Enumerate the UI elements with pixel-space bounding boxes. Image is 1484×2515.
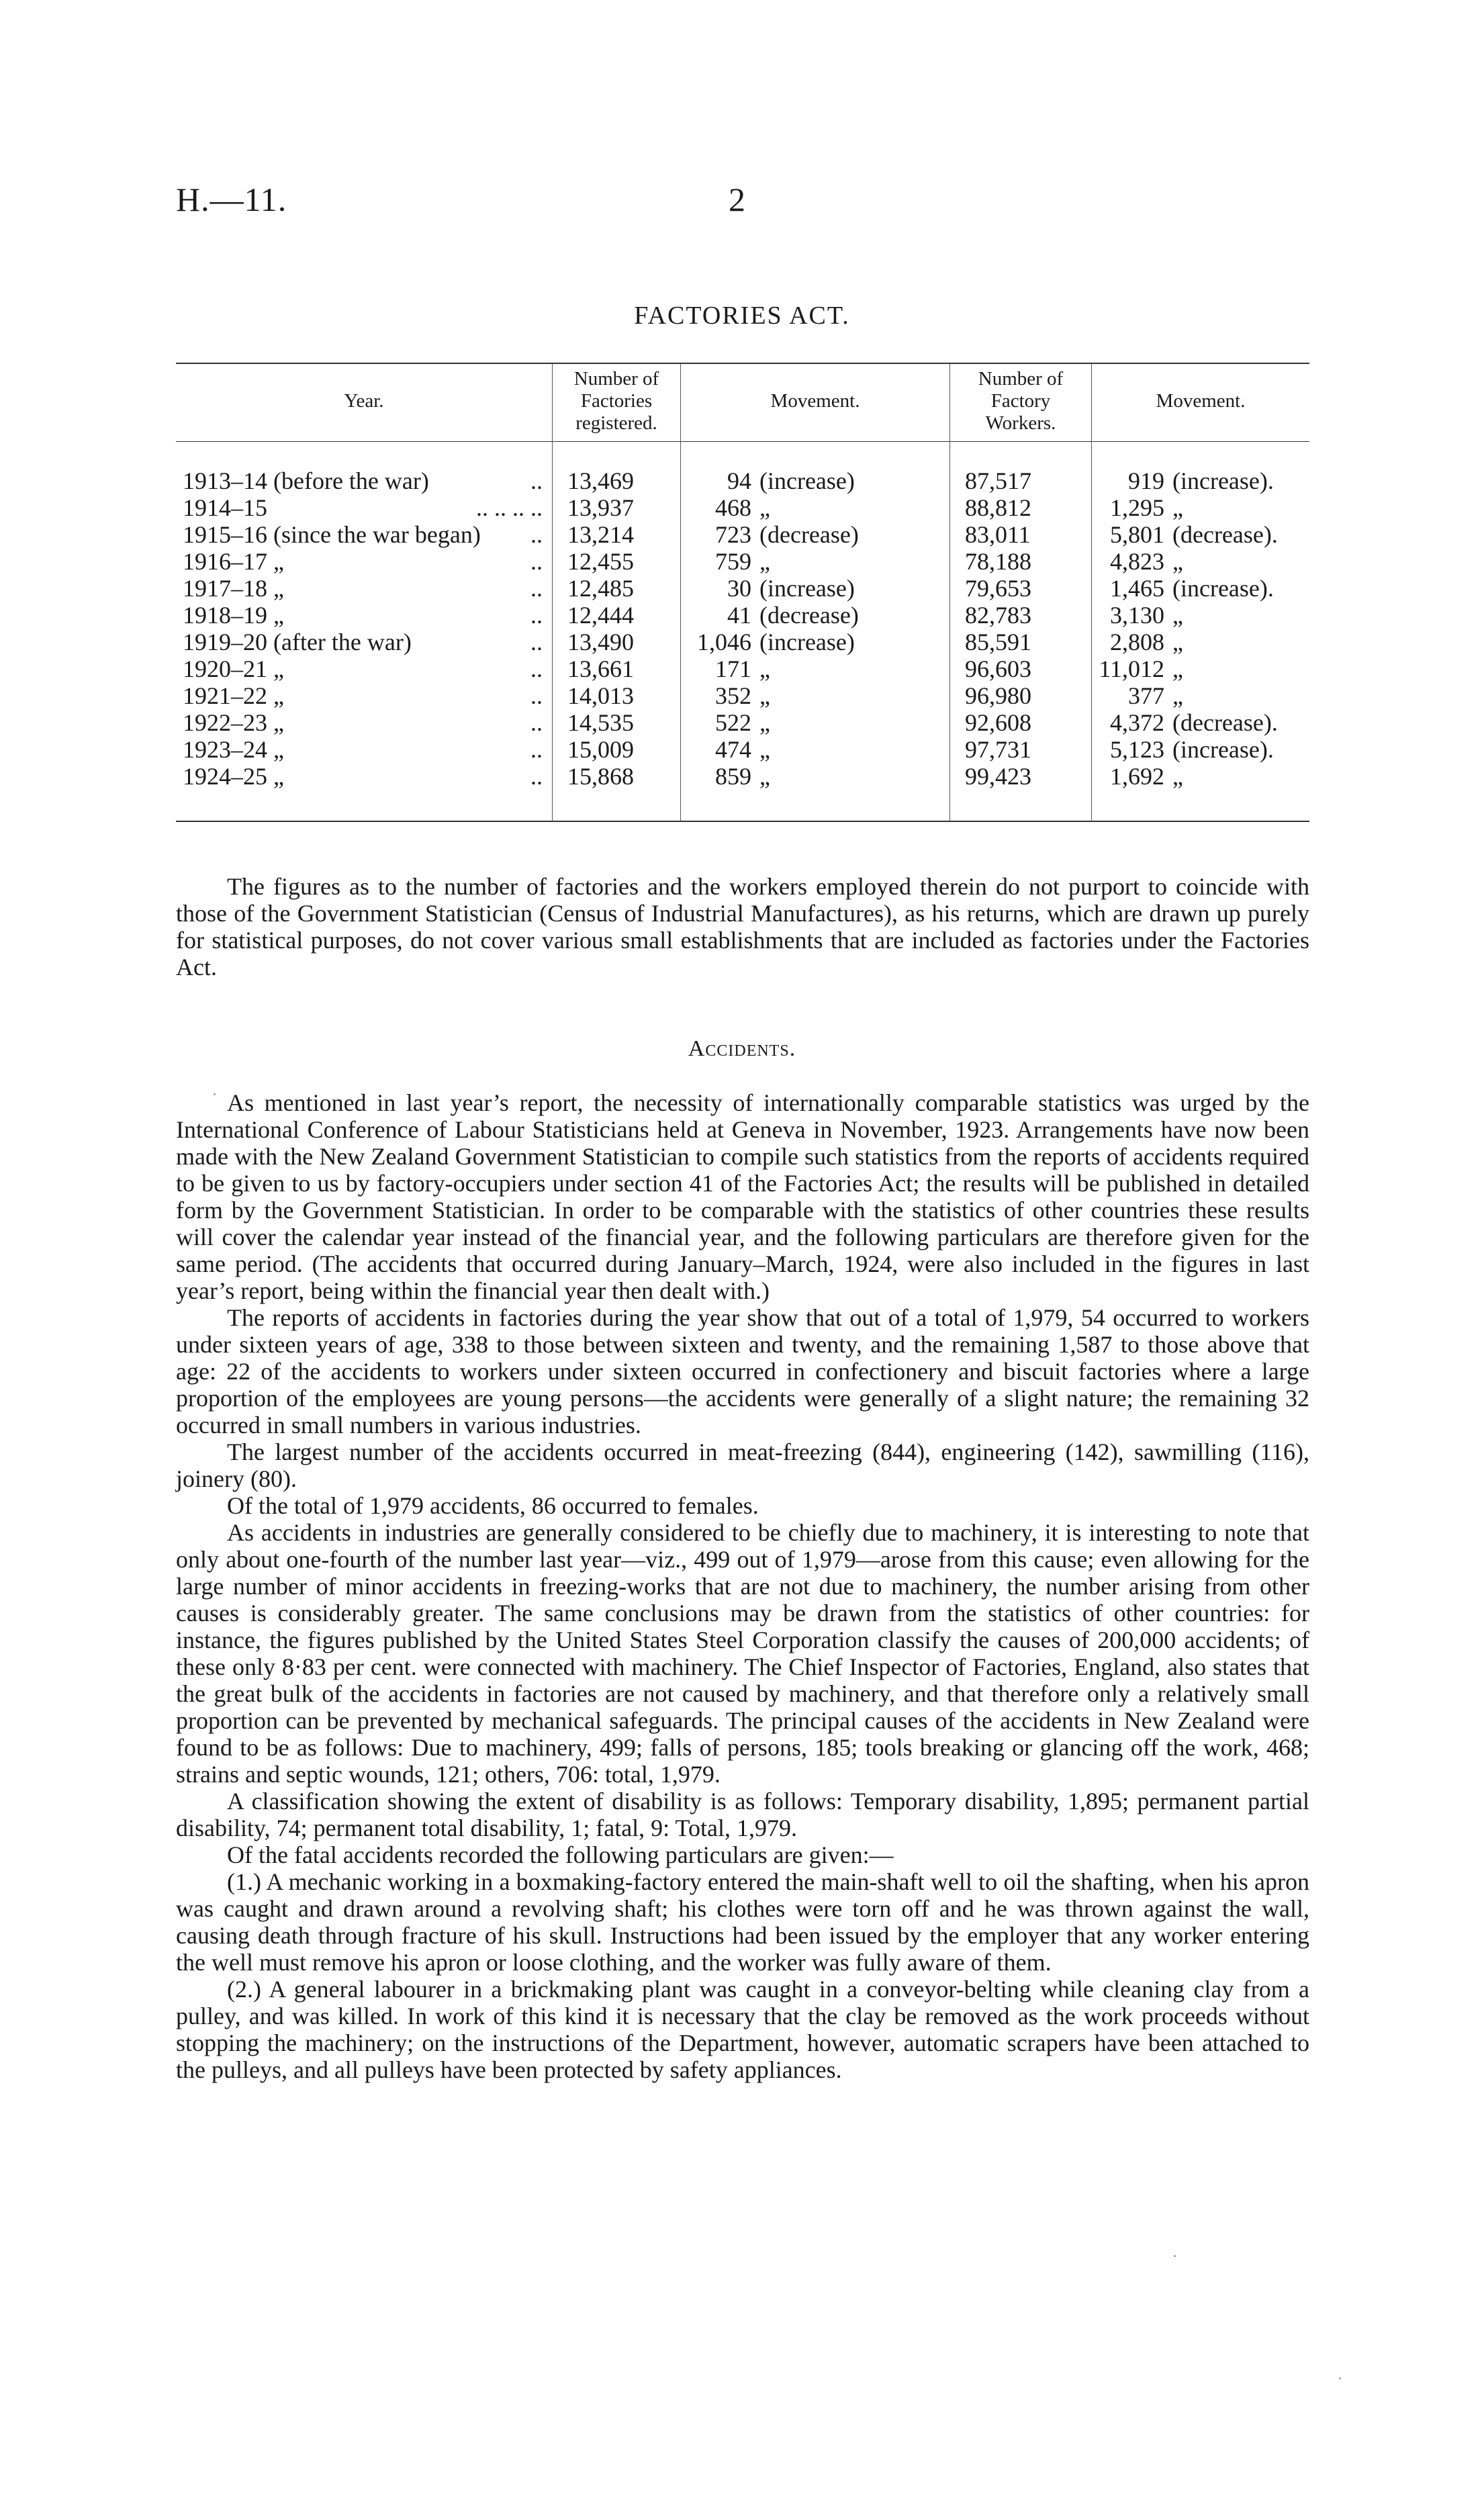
leader-dots: .. [530,682,543,709]
year-label: 1919–20 (after the war) [183,629,412,655]
movement-direction: „ [759,763,770,790]
cell-year [176,548,553,575]
leader-dots: .. [530,629,543,655]
movement-direction: „ [759,655,770,682]
intro-paragraph-block [176,873,1309,980]
movement-value: 5,123 [1110,736,1164,763]
movement-value: 5,801 [1110,521,1164,548]
cell-factories: 13,214 [553,521,681,548]
movement-direction: (increase) [759,575,855,602]
movement-direction: (increase). [1172,467,1274,494]
movement-value: 474 [715,736,751,763]
leader-dots: .. [530,602,543,629]
header-movement-factories: Movement. [681,363,950,442]
accidents-paragraph: The reports of accidents in factories during the year show that out of a total of 1,979, 54 occurred to workers under sixteen years of age, 338 to those between sixteen and twenty, and the remaining 1,587 to those above that age: 22 of the accidents to workers under sixteen occurred in confectionery and biscuit factories where a large proportion of the employees are young persons—the accidents were generally of a slight nature; the remaining 32 occurred in small numbers in various industries. [176,1304,1309,1438]
movement-direction: „ [759,736,770,763]
cell-movement-factories [681,602,950,629]
accidents-paragraph: The largest number of the accidents occurred in meat-freezing (844), engineering (142), sawmilling (116), joinery (80). [176,1438,1309,1492]
movement-value: 522 [715,709,751,736]
year-label: 1917–18 „ [183,575,284,602]
cell-movement-workers [1092,709,1310,736]
movement-direction: (increase). [1172,575,1274,602]
cell-year [176,655,553,682]
page-number: 2 [729,181,745,218]
movement-value: 919 [1128,467,1164,494]
cell-year [176,709,553,736]
accidents-paragraph: Of the total of 1,979 accidents, 86 occurred to females. [227,1492,759,1519]
movement-value: 1,046 [697,629,751,655]
cell-workers: 82,783 [950,602,1092,629]
leader-dots: .. [530,575,543,602]
accidents-paragraph: As accidents in industries are generally considered to be chiefly due to machinery, it is interesting to note that only about one-fourth of the number last year—viz., 499 out of 1,979—arose from this cause; even allowing for the large number of minor accidents in freezing-works that are not due to machinery, the number arising from other causes is considerably greater. The same conclusions may be drawn from the statistics of other countries: for instance, the figures published by the United States Steel Corporation classify the causes of 200,000 accidents; of these only 8·83 per cent. were connected with machinery. The Chief Inspector of Factories, England, also states that the great bulk of the accidents in factories are not caused by machinery, and that therefore only a relatively small proportion can be prevented by mechanical safeguards. The principal causes of the accidents in New Zealand were found to be as follows: Due to machinery, 499; falls of persons, 185; tools breaking or glancing off the work, 468; strains and septic wounds, 121; others, 706: total, 1,979. [176,1519,1309,1788]
cell-movement-factories [681,763,950,790]
cell-year [176,763,553,790]
accidents-paragraph: A classification showing the extent of disability is as follows: Temporary disability, 1,895; permanent partial disability, 74; permanent total disability, 1; fatal, 9: Total, 1,979. [176,1788,1309,1841]
movement-value: 2,808 [1110,629,1164,655]
cell-movement-workers [1092,521,1310,548]
movement-value: 859 [715,763,751,790]
cell-year [176,521,553,548]
movement-direction: (increase) [759,467,855,494]
table-row [176,521,1309,548]
year-label: 1924–25 „ [183,763,284,790]
cell-workers: 78,188 [950,548,1092,575]
year-label: 1921–22 „ [183,682,284,709]
movement-direction: „ [759,548,770,575]
cell-movement-factories [681,467,950,494]
header-factories: Number of Factories registered. [553,363,681,442]
cell-workers: 83,011 [950,521,1092,548]
print-speck [1339,2377,1341,2379]
leader-dots: .. [530,655,543,682]
table-row [176,682,1309,709]
cell-workers: 97,731 [950,736,1092,763]
cell-movement-factories [681,575,950,602]
movement-value: 1,692 [1110,763,1164,790]
movement-direction: „ [759,682,770,709]
table-row [176,709,1309,736]
document-reference: H.—11. [176,181,287,218]
cell-movement-workers [1092,736,1310,763]
year-label: 1916–17 „ [183,548,284,575]
cell-movement-factories [681,521,950,548]
movement-direction: „ [759,709,770,736]
leader-dots: .. [530,467,543,494]
cell-movement-workers [1092,575,1310,602]
cell-movement-workers [1092,682,1310,709]
movement-value: 30 [727,575,751,602]
cell-factories: 15,868 [553,763,681,790]
movement-value: 759 [715,548,751,575]
cell-factories: 12,455 [553,548,681,575]
movement-direction: (decrease). [1172,521,1278,548]
cell-movement-factories [681,494,950,521]
movement-direction: (increase) [759,629,855,655]
movement-value: 468 [715,494,751,521]
cell-year [176,736,553,763]
year-label: 1922–23 „ [183,709,284,736]
header-year: Year. [344,390,384,412]
page-title: FACTORIES ACT. [634,302,850,330]
cell-movement-factories [681,548,950,575]
movement-direction: „ [1172,682,1183,709]
accidents-paragraph: (2.) A general labourer in a brickmaking plant was caught in a conveyor-belting while cleaning clay from a pulley, and was killed. In work of this kind it is necessary that the clay be removed as the work proceeds without stopping the machinery; on the instructions of the Department, however, automatic scrapers have been attached to the pulleys, and all pulleys have been protected by safety appliances. [176,1976,1309,2083]
accidents-paragraph: Of the fatal accidents recorded the following particulars are given:— [227,1841,894,1868]
movement-direction: „ [1172,655,1183,682]
movement-direction: „ [1172,763,1183,790]
cell-factories: 13,937 [553,494,681,521]
cell-movement-workers [1092,629,1310,655]
movement-value: 1,465 [1110,575,1164,602]
cell-movement-workers [1092,763,1310,790]
movement-value: 723 [715,521,751,548]
cell-workers: 79,653 [950,575,1092,602]
cell-movement-factories [681,709,950,736]
table-row [176,629,1309,655]
cell-factories: 14,535 [553,709,681,736]
cell-workers: 96,603 [950,655,1092,682]
leader-dots: .. [530,709,543,736]
accidents-heading: Accidents. [688,1036,796,1061]
cell-year [176,602,553,629]
cell-workers: 99,423 [950,763,1092,790]
cell-workers: 92,608 [950,709,1092,736]
cell-factories: 12,485 [553,575,681,602]
table-row [176,548,1309,575]
cell-year [176,494,553,521]
print-speck [1174,2255,1176,2257]
movement-direction: (decrease) [759,521,859,548]
cell-movement-workers [1092,494,1310,521]
leader-dots: .. [530,736,543,763]
cell-factories: 15,009 [553,736,681,763]
cell-factories: 13,469 [553,467,681,494]
movement-value: 4,372 [1110,709,1164,736]
table-row [176,494,1309,521]
movement-direction: (decrease) [759,602,859,629]
cell-workers: 96,980 [950,682,1092,709]
cell-workers: 85,591 [950,629,1092,655]
table-header-row [176,363,1309,442]
cell-workers: 88,812 [950,494,1092,521]
cell-movement-factories [681,629,950,655]
cell-movement-workers [1092,467,1310,494]
movement-direction: (increase). [1172,736,1274,763]
movement-direction: „ [1172,494,1183,521]
intro-paragraph: The figures as to the number of factories and the workers employed therein do not purport to coincide with those of the Government Statistician (Census of Industrial Manufactures), as his returns, which are drawn up purely for statistical purposes, do not cover various small establishments that are included as factories under the Factories Act. [176,873,1309,980]
leader-dots: .. [530,763,543,790]
movement-value: 11,012 [1099,655,1164,682]
header-movement-workers: Movement. [1092,363,1310,442]
cell-movement-workers [1092,548,1310,575]
table-body [176,442,1309,822]
cell-factories: 13,490 [553,629,681,655]
movement-value: 41 [727,602,751,629]
cell-movement-factories [681,682,950,709]
movement-value: 4,823 [1110,548,1164,575]
leader-dots: .. [530,521,543,548]
year-label: 1920–21 „ [183,655,284,682]
movement-value: 377 [1128,682,1164,709]
movement-direction: „ [759,494,770,521]
accidents-body [176,1089,1309,2083]
cell-movement-workers [1092,602,1310,629]
movement-direction: „ [1172,602,1183,629]
table-row [176,736,1309,763]
movement-value: 94 [727,467,751,494]
accidents-paragraph: (1.) A mechanic working in a boxmaking-factory entered the main-shaft well to oil the shafting, when his apron was caught and drawn around a revolving shaft; his clothes were torn off and he was thrown against the wall, causing death through fracture of his skull. Instructions had been issued by the employer that any worker entering the well must remove his apron or loose clothing, and the worker was fully aware of them. [176,1868,1309,1976]
cell-factories: 13,661 [553,655,681,682]
cell-factories: 14,013 [553,682,681,709]
cell-year [176,575,553,602]
leader-dots: .. [530,548,543,575]
cell-year [176,467,553,494]
leader-dots: .. .. .. .. [476,494,543,521]
movement-direction: (decrease). [1172,709,1278,736]
cell-workers: 87,517 [950,467,1092,494]
movement-value: 3,130 [1110,602,1164,629]
movement-value: 171 [715,655,751,682]
movement-value: 352 [715,682,751,709]
movement-value: 1,295 [1110,494,1164,521]
cell-movement-workers [1092,655,1310,682]
cell-factories: 12,444 [553,602,681,629]
cell-movement-factories [681,736,950,763]
accidents-paragraph: As mentioned in last year’s report, the necessity of internationally comparable statistics was urged by the International Conference of Labour Statisticians held at Geneva in November, 1923. Arrangements have now been made with the New Zealand Government Statistician to compile such statistics from the reports of accidents required to be given to us by factory-occupiers under section 41 of the Factories Act; the results will be published in detailed form by the Government Statistician. In order to be comparable with the statistics of other countries these results will cover the calendar year instead of the financial year, and the following particulars are therefore given for the same period. (The accidents that occurred during January–March, 1924, were also included in the figures in last year’s report, being within the financial year then dealt with.) [176,1089,1309,1304]
cell-year [176,629,553,655]
cell-year [176,682,553,709]
print-speck [214,1093,216,1095]
cell-movement-factories [681,655,950,682]
table-row [176,575,1309,602]
table-row [176,467,1309,494]
factories-table [176,363,1309,822]
year-label: 1923–24 „ [183,736,284,763]
header-workers: Number of Factory Workers. [950,363,1092,442]
year-label: 1915–16 (since the war began) [183,521,481,548]
table-row [176,602,1309,629]
year-label: 1918–19 „ [183,602,284,629]
table-row [176,763,1309,790]
movement-direction: „ [1172,548,1183,575]
table-row [176,655,1309,682]
movement-direction: „ [1172,629,1183,655]
year-label: 1913–14 (before the war) [183,467,429,494]
year-label: 1914–15 [183,494,267,521]
